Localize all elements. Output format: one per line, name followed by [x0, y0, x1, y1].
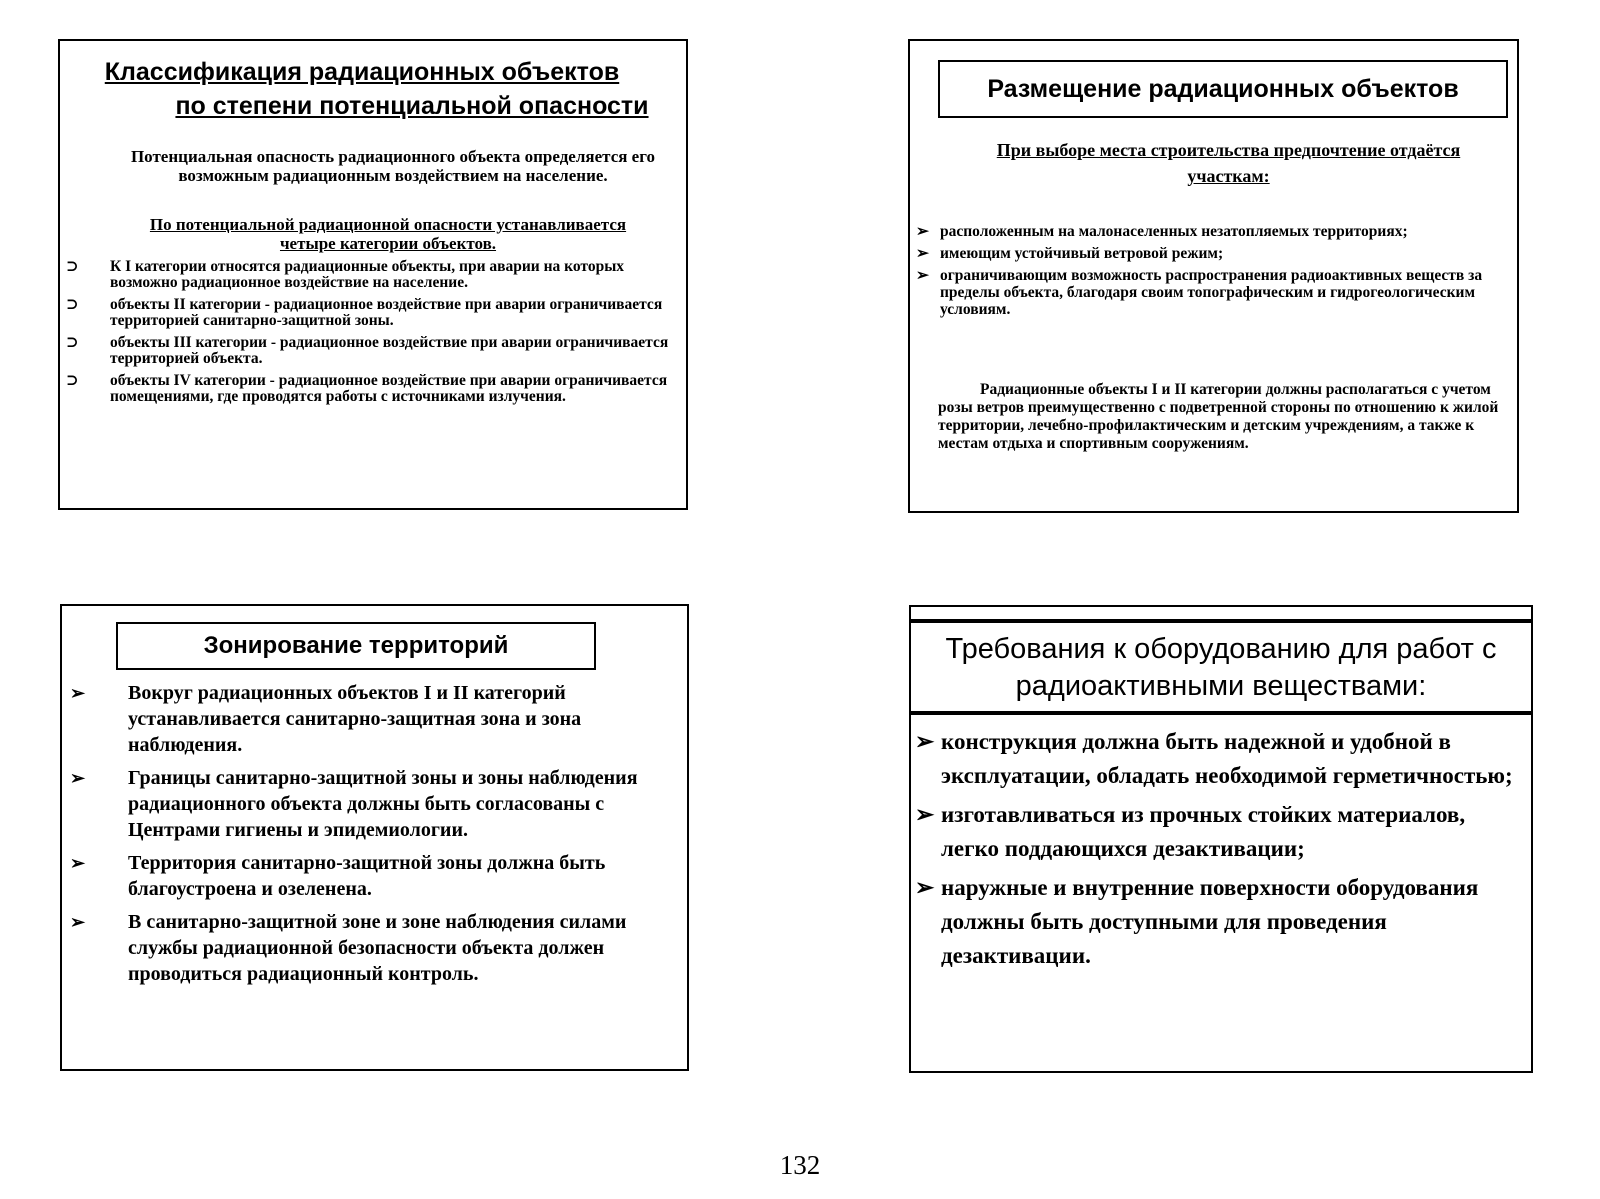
list-item-text: расположенным на малонаселенных незатопляемых территориях; [940, 223, 1408, 240]
slide-subheading: При выборе места строительства предпочтение отдаётся участкам: [996, 140, 1461, 186]
slide-title: Зонирование территорий [116, 622, 596, 670]
list-item [70, 680, 683, 758]
triangle-arrow-bullet-icon: ➢ [916, 267, 929, 284]
triangle-arrow-bullet-icon: ➢ [916, 223, 929, 240]
slide-title [60, 55, 686, 123]
triangle-arrow-bullet-icon: ➢ [70, 912, 86, 932]
slide-title: Размещение радиационных объектов [938, 60, 1508, 118]
slide-title: Требования к оборудованию для работ с радиоактивными веществами: [945, 633, 1497, 702]
list-item [915, 725, 1527, 793]
list-item [66, 373, 682, 405]
list-item-text: ограничивающим возможность распространения радиоактивных веществ за пределы объекта, благодаря своим топографическим и гидрогеологическим условиям. [940, 267, 1483, 318]
list-item-text: В санитарно-защитной зоне и зоне наблюдения силами службы радиационной безопасности объекта должен проводиться радиационный контроль. [128, 911, 627, 985]
list-item-text: К I категории относятся радиационные объекты, при аварии на которых возможно радиационное воздействие на население. [110, 258, 625, 291]
list-item-text: изготавливаться из прочных стойких материалов, легко поддающихся дезактивации; [941, 802, 1466, 861]
triangle-arrow-bullet-icon: ➢ [916, 245, 929, 262]
circle-arrow-bullet-icon: ⊃ [66, 373, 79, 389]
triangle-arrow-bullet-icon: ➢ [915, 875, 935, 900]
list-item [916, 223, 1509, 240]
page-number: 132 [779, 1150, 821, 1180]
list-item [66, 259, 682, 291]
list-item-text: имеющим устойчивый ветровой режим; [940, 245, 1224, 262]
list-item-text: наружные и внутренние поверхности оборудования должны быть доступными для проведения дезактивации. [941, 875, 1479, 968]
triangle-arrow-bullet-icon: ➢ [70, 768, 86, 788]
list-item-text: конструкция должна быть надежной и удобной в эксплуатации, обладать необходимой герметичностью; [941, 729, 1513, 788]
list-item [915, 798, 1527, 866]
slide-title-line: по степени потенциальной опасности [175, 92, 649, 120]
slide-intro: Потенциальная опасность радиационного объекта определяется его возможным радиационным воздействием на население. [130, 147, 656, 185]
list-item-text: объекты II категории - радиационное воздействие при аварии ограничивается территорией санитарно-защитной зоны. [110, 296, 663, 329]
title-rule-bottom [911, 711, 1531, 715]
list-item [66, 297, 682, 329]
list-item [70, 765, 683, 843]
slide-equipment-requirements [909, 605, 1533, 1073]
triangle-arrow-bullet-icon: ➢ [70, 683, 86, 703]
title-rule-top [911, 619, 1531, 623]
slide-placement [908, 39, 1519, 513]
list-item [70, 850, 683, 902]
slide-title-line: Классификация радиационных объектов [104, 58, 620, 86]
list-item-text: Вокруг радиационных объектов I и II категорий устанавливается санитарно-защитная зона и зона наблюдения. [128, 682, 582, 756]
list-item [916, 245, 1509, 262]
list-item [916, 267, 1509, 318]
triangle-arrow-bullet-icon: ➢ [70, 853, 86, 873]
list-item-text: Территория санитарно-защитной зоны должна быть благоустроена и озеленена. [128, 852, 606, 900]
circle-arrow-bullet-icon: ⊃ [66, 335, 79, 351]
bullet-list [70, 680, 683, 994]
list-item-text: объекты IV категории - радиационное воздействие при аварии ограничивается помещениями, где проводятся работы с источниками излучения. [110, 372, 668, 405]
list-item [70, 909, 683, 987]
slide-zoning [60, 604, 689, 1071]
list-item-text: объекты III категории - радиационное воздействие при аварии ограничивается территорией объекта. [110, 334, 669, 367]
bullet-list [66, 259, 682, 411]
triangle-arrow-bullet-icon: ➢ [915, 802, 935, 827]
slide-classification [58, 39, 688, 510]
list-item [66, 335, 682, 367]
slide-paragraph: Радиационные объекты I и II категории должны располагаться с учетом розы ветров преимущественно с подветренной стороны по отношению к жилой территории, лечебно-профилактическим и детским учреждениям, а также к местам отдыха и спортивным сооружениям. [938, 381, 1499, 452]
bullet-list [915, 725, 1527, 978]
list-item-text: Границы санитарно-защитной зоны и зоны наблюдения радиационного объекта должны быть согласованы с Центрами гигиены и эпидемиологии. [128, 767, 638, 841]
bullet-list [916, 223, 1509, 323]
list-item [915, 871, 1527, 973]
circle-arrow-bullet-icon: ⊃ [66, 259, 79, 275]
triangle-arrow-bullet-icon: ➢ [915, 729, 935, 754]
slide-subheading: По потенциальной радиационной опасности устанавливается четыре категории объектов. [149, 215, 627, 253]
circle-arrow-bullet-icon: ⊃ [66, 297, 79, 313]
